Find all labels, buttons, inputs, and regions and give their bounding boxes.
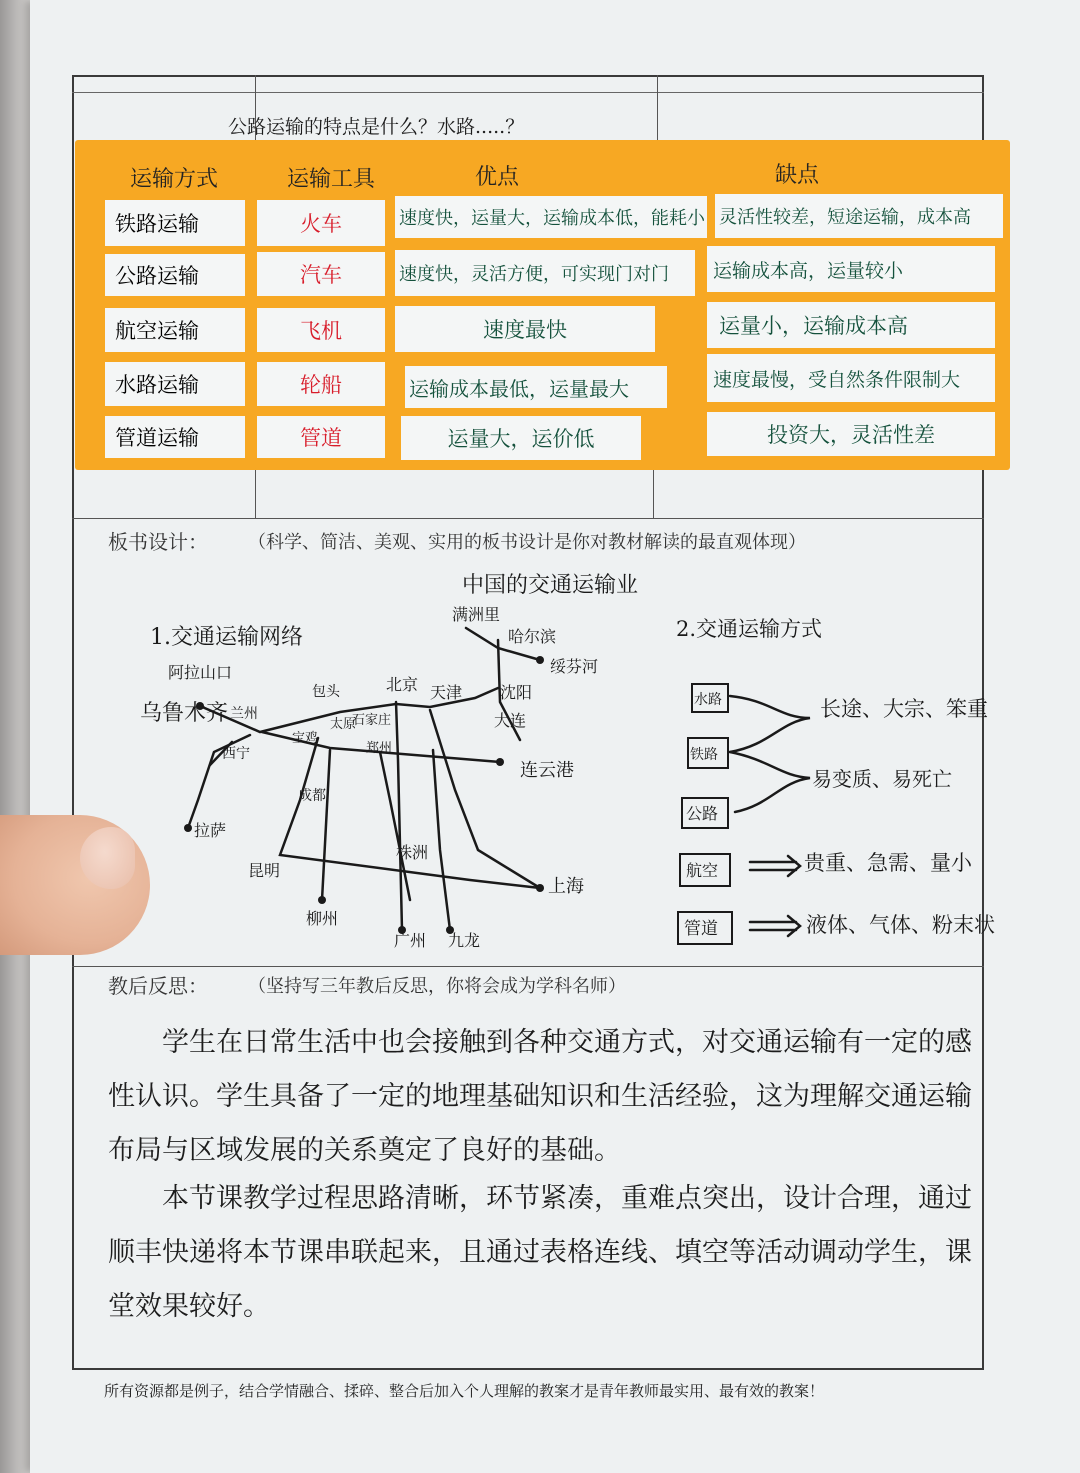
row-cons: 运输成本高，运量较小: [707, 246, 995, 292]
city-label: 西宁: [222, 746, 250, 762]
mode-note: 贵重、急需、量小: [804, 851, 972, 875]
mode-label: 公路: [686, 804, 719, 823]
rail-line: [380, 752, 410, 900]
city-label: 满洲里: [452, 605, 501, 624]
mode-note: 易变质、易死亡: [812, 767, 952, 791]
city-dot: [318, 896, 326, 904]
rail-line: [322, 750, 330, 900]
divider: [72, 966, 984, 967]
mode-note: 长途、大宗、笨重: [820, 697, 988, 721]
row-tool: 汽车: [257, 252, 385, 296]
row-tool: 轮船: [257, 362, 385, 406]
row-pros: 运量大，运价低: [401, 416, 641, 460]
city-label: 成都: [298, 788, 326, 804]
row-tool: 飞机: [257, 308, 385, 352]
fingernail: [80, 827, 135, 889]
mode-label: 航空: [686, 861, 719, 880]
row-mode: 水路运输: [105, 362, 245, 406]
section-modes: 2.交通运输方式: [676, 617, 823, 641]
city-label: 昆明: [248, 861, 281, 880]
city-label: 北京: [386, 675, 419, 694]
city-label: 宝鸡: [292, 731, 319, 746]
city-dot: [536, 884, 544, 892]
rail-line: [396, 702, 402, 930]
header-pros: 优点: [475, 165, 520, 190]
city-label: 天津: [430, 683, 463, 702]
row-cons: 速度最慢，受自然条件限制大: [707, 354, 995, 402]
mode-label: 铁路: [690, 747, 718, 763]
city-label: 九龙: [448, 931, 481, 950]
city-label: 兰州: [230, 706, 258, 722]
reflection-paragraph-1: 学生在日常生活中也会接触到各种交通方式，对交通运输有一定的感性认识。学生具备了一定的地理基础知识和生活经验，这为理解交通运输布局与区域发展的关系奠定了良好的基础。: [108, 1027, 972, 1166]
bracket: [730, 696, 810, 752]
board-title: 中国的交通运输业: [462, 573, 639, 598]
bracket: [730, 752, 810, 812]
reflection-note: （坚持写三年教后反思，你将会成为学科名师）: [248, 976, 626, 997]
city-label: 绥芬河: [550, 657, 599, 676]
header-tool: 运输工具: [287, 167, 376, 192]
row-mode: 管道运输: [105, 416, 245, 458]
row-pros: 运输成本最低，运量最大: [405, 366, 667, 408]
double-arrow: [750, 916, 800, 936]
row-tool: 管道: [257, 416, 385, 458]
city-dot: [184, 824, 192, 832]
city-label: 广州: [394, 931, 427, 950]
city-label: 乌鲁木齐: [140, 701, 229, 726]
row-pros: 速度最快: [395, 306, 655, 352]
row-tool: 火车: [257, 200, 385, 246]
city-label: 株洲: [396, 843, 429, 862]
section-network: 1.交通运输网络: [150, 625, 303, 650]
footer-text: 所有资源都是例子，结合学情融合、揉碎、整合后加入个人理解的教案才是青年教师最实用、最有效的教案！: [104, 1382, 825, 1400]
question-text: 公路运输的特点是什么？水路.....？: [228, 116, 525, 138]
city-label: 大连: [494, 711, 527, 730]
city-label: 太原: [330, 717, 357, 732]
mode-note: 液体、气体、粉末状: [806, 913, 995, 937]
row-cons: 运量小，运输成本高: [707, 302, 995, 348]
city-label: 柳州: [306, 909, 339, 928]
row-mode: 航空运输: [105, 308, 245, 352]
row-mode: 公路运输: [105, 254, 245, 296]
city-dot: [496, 758, 504, 766]
row-pros: 速度快，灵活方便，可实现门对门: [395, 250, 695, 296]
city-label: 沈阳: [500, 683, 533, 702]
board-label: 板书设计：: [108, 530, 208, 554]
city-label: 拉萨: [194, 821, 227, 840]
mode-label: 管道: [684, 919, 718, 939]
reflection-paragraph-2: 本节课教学过程思路清晰，环节紧凑，重难点突出，设计合理，通过顺丰快递将本节课串联起来，且通过表格连线、填空等活动调动学生，课堂效果较好。: [108, 1183, 972, 1322]
double-arrow: [750, 856, 800, 876]
header-mode: 运输方式: [130, 167, 219, 192]
row-mode: 铁路运输: [105, 200, 245, 246]
rail-line: [430, 710, 540, 888]
city-label: 上海: [548, 876, 584, 897]
reflection-label: 教后反思：: [108, 974, 208, 998]
row-cons: 投资大，灵活性差: [707, 412, 995, 456]
mode-label: 水路: [694, 692, 722, 708]
city-label: 包头: [312, 684, 340, 700]
header-cons: 缺点: [775, 163, 820, 188]
city-label: 连云港: [520, 760, 574, 781]
row-cons: 灵活性较差，短途运输，成本高: [715, 194, 1003, 238]
row-pros: 速度快，运量大，运输成本低，能耗小: [395, 196, 707, 238]
city-label: 哈尔滨: [508, 627, 557, 646]
city-label: 石家庄: [352, 713, 392, 728]
board-note: （科学、简洁、美观、实用的板书设计是你对教材解读的最直观体现）: [248, 532, 806, 553]
rail-line: [433, 750, 450, 930]
city-label: 阿拉山口: [168, 663, 233, 682]
city-dot: [536, 656, 544, 664]
city-label: 郑州: [366, 741, 393, 756]
